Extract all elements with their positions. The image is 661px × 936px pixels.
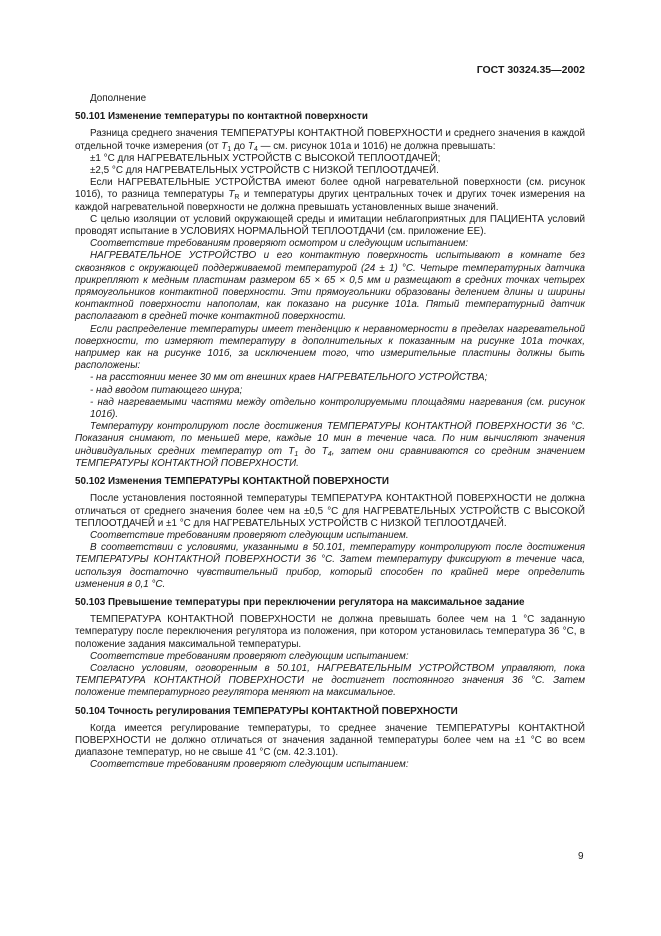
document-code: ГОСТ 30324.35—2002 (476, 64, 585, 76)
list-item: - над вводом питающего шнура; (90, 384, 243, 396)
section-50-103-heading: 50.103 Превышение температуры при переключении регулятора на максимальное задание (75, 596, 525, 608)
paragraph-compliance: Соответствие требованиям проверяют осмотром и следующим испытанием: (90, 238, 469, 250)
list-item: - на расстоянии менее 30 мм от внешних краев НАГРЕВАТЕЛЬНОГО УСТРОЙСТВА; (90, 372, 488, 384)
paragraph-compliance: Соответствие требованиям проверяют следующим испытанием: (90, 759, 409, 771)
intro-label: Дополнение (90, 93, 147, 104)
paragraph: После установления постоянной температуры ТЕМПЕРАТУРА КОНТАКТНОЙ ПОВЕРХНОСТИ не должна отличаться от среднего значения более чем на ±0,5 °С для НАГРЕВАТЕЛЬНЫХ УСТРОЙСТВ С ВЫСОКОЙ ТЕПЛООТДАЧЕЙ и ±1 °С для НАГРЕВАТЕЛЬНЫХ УСТРОЙСТВ С НИЗКОЙ ТЕПЛООТДАЧЕЙ. (75, 493, 585, 529)
page-number: 9 (578, 851, 584, 862)
paragraph-test: Если распределение температуры имеет тенденцию к неравномерности в пределах нагревательной поверхности, то измеряют температуру в дополнительных к показанным на рисунке 101а точках, например как на рисунке 101б, за исключением того, что измерительные пластины должны быть расположены: (75, 323, 585, 372)
section-50-104-heading: 50.104 Точность регулирования ТЕМПЕРАТУРЫ КОНТАКТНОЙ ПОВЕРХНОСТИ (75, 705, 458, 717)
paragraph-test: В соответствии с условиями, указанными в 50.101, температуру контролируют после достижения ТЕМПЕРАТУРЫ КОНТАКТНОЙ ПОВЕРХНОСТИ 36 °С. Затем температуру фиксируют в течение часа, используя достаточно чувствительный прибор, который способен по крайней мере определить изменения в 0,1 °С. (75, 542, 585, 590)
paragraph: ТЕМПЕРАТУРА КОНТАКТНОЙ ПОВЕРХНОСТИ не должна превышать более чем на 1 °С заданную температуру после переключения регулятора из положения, при котором установилась температура 36 °С, в положение задания максимальной температуры. (75, 614, 585, 650)
section-50-101-heading: 50.101 Изменение температуры по контактной поверхности (75, 111, 368, 123)
paragraph: ±1 °С для НАГРЕВАТЕЛЬНЫХ УСТРОЙСТВ С ВЫСОКОЙ ТЕПЛООТДАЧЕЙ; (90, 152, 441, 164)
paragraph-compliance: Соответствие требованиям проверяют следующим испытанием: (90, 650, 409, 662)
paragraph: Если НАГРЕВАТЕЛЬНЫЕ УСТРОЙСТВА имеют более одной нагревательной поверхности (см. рисунок 101б), то разница температуры $T_R$ и температуры других центральных точек и других точек измерения на каждой нагревательной поверхности не должна превышать установленных выше значений. (75, 177, 585, 213)
list-item: - над нагреваемыми частями между отдельно контролируемыми площадями нагревания (см. рисунок 101б). (90, 396, 585, 421)
document-body (75, 93, 585, 772)
paragraph: Разница среднего значения ТЕМПЕРАТУРЫ КОНТАКТНОЙ ПОВЕРХНОСТИ и среднего значения в каждой отдельной точке измерения (от $T_1$ до $T_4$ — см. рисунок 101а и 101б) не должна превышать: (75, 128, 585, 153)
paragraph-test: НАГРЕВАТЕЛЬНОЕ УСТРОЙСТВО и его контактную поверхность испытывают в комнате без сквозняков с окружающей поддерживаемой температурой (24 ± 1) °С. Четыре температурных датчика прикрепляют к медным пластинам размером 65 × 65 × 0,5 мм и размещают в средних точках четырех прямоугольников контактной поверхности. Эти прямоугольники образованы делением длины и ширины контактной поверхности напополам, как показано на рисунке 101а. Пятый температурный датчик располагают в средней точке контактной поверхности. (75, 250, 585, 323)
paragraph: С целью изоляции от условий окружающей среды и имитации неблагоприятных для ПАЦИЕНТА условий проводят испытание в УСЛОВИЯХ НОРМАЛЬНОЙ ТЕПЛООТДАЧИ (см. приложение ЕЕ). (75, 213, 585, 238)
paragraph-compliance: Соответствие требованиям проверяют следующим испытанием. (90, 529, 409, 541)
paragraph: ±2,5 °С для НАГРЕВАТЕЛЬНЫХ УСТРОЙСТВ С НИЗКОЙ ТЕПЛООТДАЧЕЙ. (90, 165, 439, 177)
section-50-102-heading: 50.102 Изменения ТЕМПЕРАТУРЫ КОНТАКТНОЙ ПОВЕРХНОСТИ (75, 476, 390, 488)
paragraph-test: Температуру контролируют после достижения ТЕМПЕРАТУРЫ КОНТАКТНОЙ ПОВЕРХНОСТИ 36 °С. Показания снимают, по меньшей мере, каждые 10 мин в течение часа. По ним вычисляют значения индивидуальных средних температур от $T_1$ до $T_4$, затем они сравниваются со средним значением ТЕМПЕРАТУРЫ КОНТАКТНОЙ ПОВЕРХНОСТИ. (75, 421, 585, 469)
paragraph: Когда имеется регулирование температуры, то среднее значение ТЕМПЕРАТУРЫ КОНТАКТНОЙ ПОВЕРХНОСТИ не должно отличаться от значения заданной температуры более чем на ±1 °С во всем диапазоне температур, но не свыше 41 °С (см. 42.3.101). (75, 722, 585, 759)
paragraph-test: Согласно условиям, оговоренным в 50.101, НАГРЕВАТЕЛЬНЫМ УСТРОЙСТВОМ управляют, пока ТЕМПЕРАТУРА КОНТАКТНОЙ ПОВЕРХНОСТИ не достигнет постоянного значения 36 °С. Затем положение температурного регулятора меняют на максимальное. (75, 662, 585, 699)
